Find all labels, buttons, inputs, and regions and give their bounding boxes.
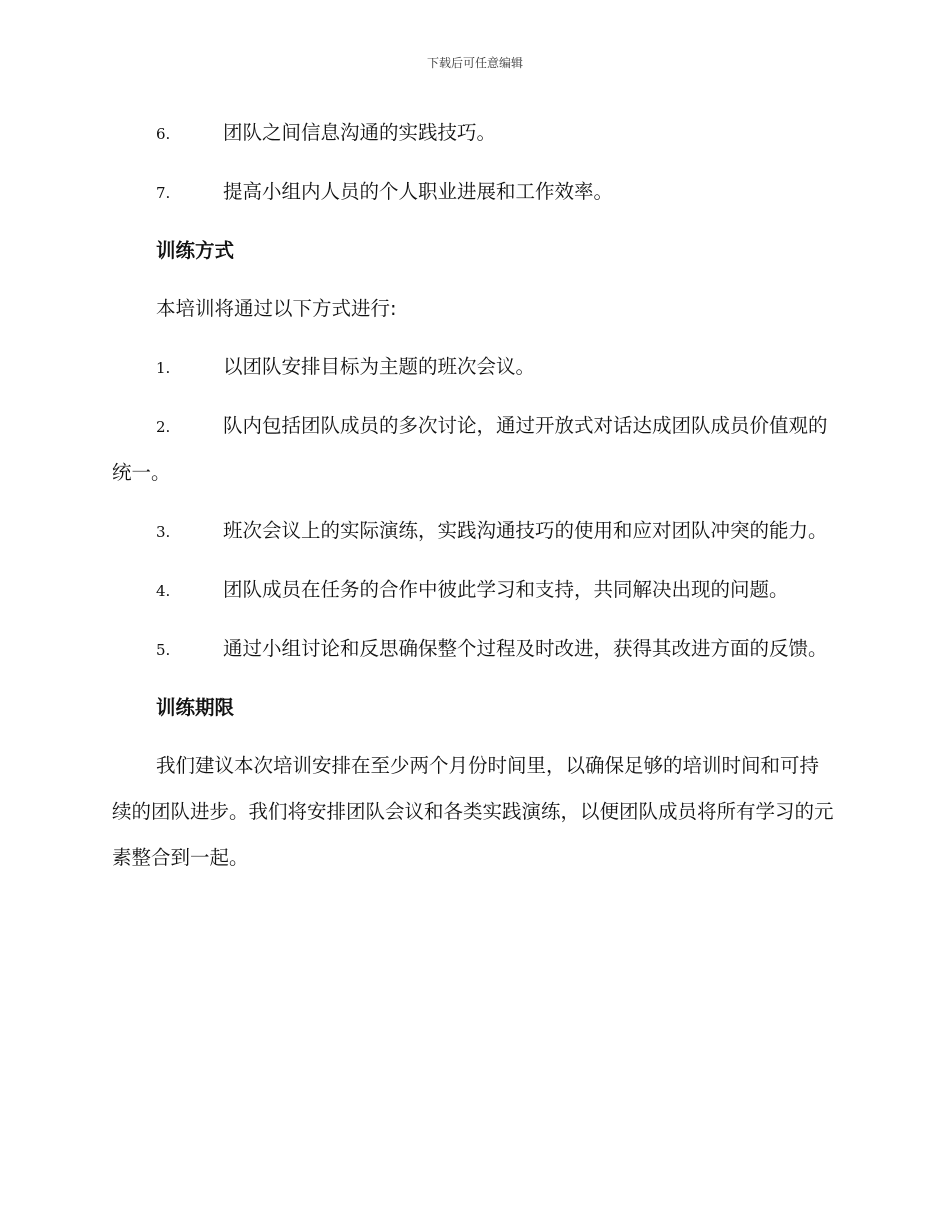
list-item-text: 队内包括团队成员的多次讨论，通过开放式对话达成团队成员价值观的统一。 bbox=[112, 414, 828, 484]
list-item bbox=[112, 626, 838, 673]
list-item bbox=[112, 567, 838, 614]
list-item bbox=[112, 169, 838, 216]
list-item-number: 6. bbox=[156, 125, 171, 143]
list-item-number: 5. bbox=[156, 641, 171, 659]
section-heading-training-period: 训练期限 bbox=[156, 696, 235, 719]
list-item bbox=[112, 508, 838, 555]
list-item-text: 以团队安排目标为主题的班次会议。 bbox=[223, 355, 536, 378]
list-item-number: 4. bbox=[156, 582, 171, 600]
list-item-number: 3. bbox=[156, 523, 171, 541]
list-item-text: 提高小组内人员的个人职业进展和工作效率。 bbox=[223, 180, 614, 203]
list-item bbox=[112, 110, 838, 157]
list-item-number: 7. bbox=[156, 184, 171, 202]
page-header: 下载后可任意编辑 bbox=[426, 56, 523, 70]
list-item-number: 1. bbox=[156, 359, 171, 377]
list-item bbox=[112, 403, 838, 496]
list-item-text: 班次会议上的实际演练，实践沟通技巧的使用和应对团队冲突的能力。 bbox=[223, 519, 828, 542]
section-heading-training-method: 训练方式 bbox=[156, 239, 235, 262]
list-item-number: 2. bbox=[156, 418, 171, 436]
list-item bbox=[112, 344, 838, 391]
list-item-text: 团队成员在任务的合作中彼此学习和支持，共同解决出现的问题。 bbox=[223, 578, 789, 601]
list-item-text: 团队之间信息沟通的实践技巧。 bbox=[223, 121, 497, 144]
document-body bbox=[112, 110, 838, 893]
period-paragraph: 我们建议本次培训安排在至少两个月份时间里，以确保足够的培训时间和可持续的团队进步。我们将安排团队会议和各类实践演练，以便团队成员将所有学习的元素整合到一起。 bbox=[112, 754, 834, 869]
intro-paragraph: 本培训将通过以下方式进行: bbox=[156, 297, 397, 320]
list-item-text: 通过小组讨论和反思确保整个过程及时改进，获得其改进方面的反馈。 bbox=[223, 637, 828, 660]
